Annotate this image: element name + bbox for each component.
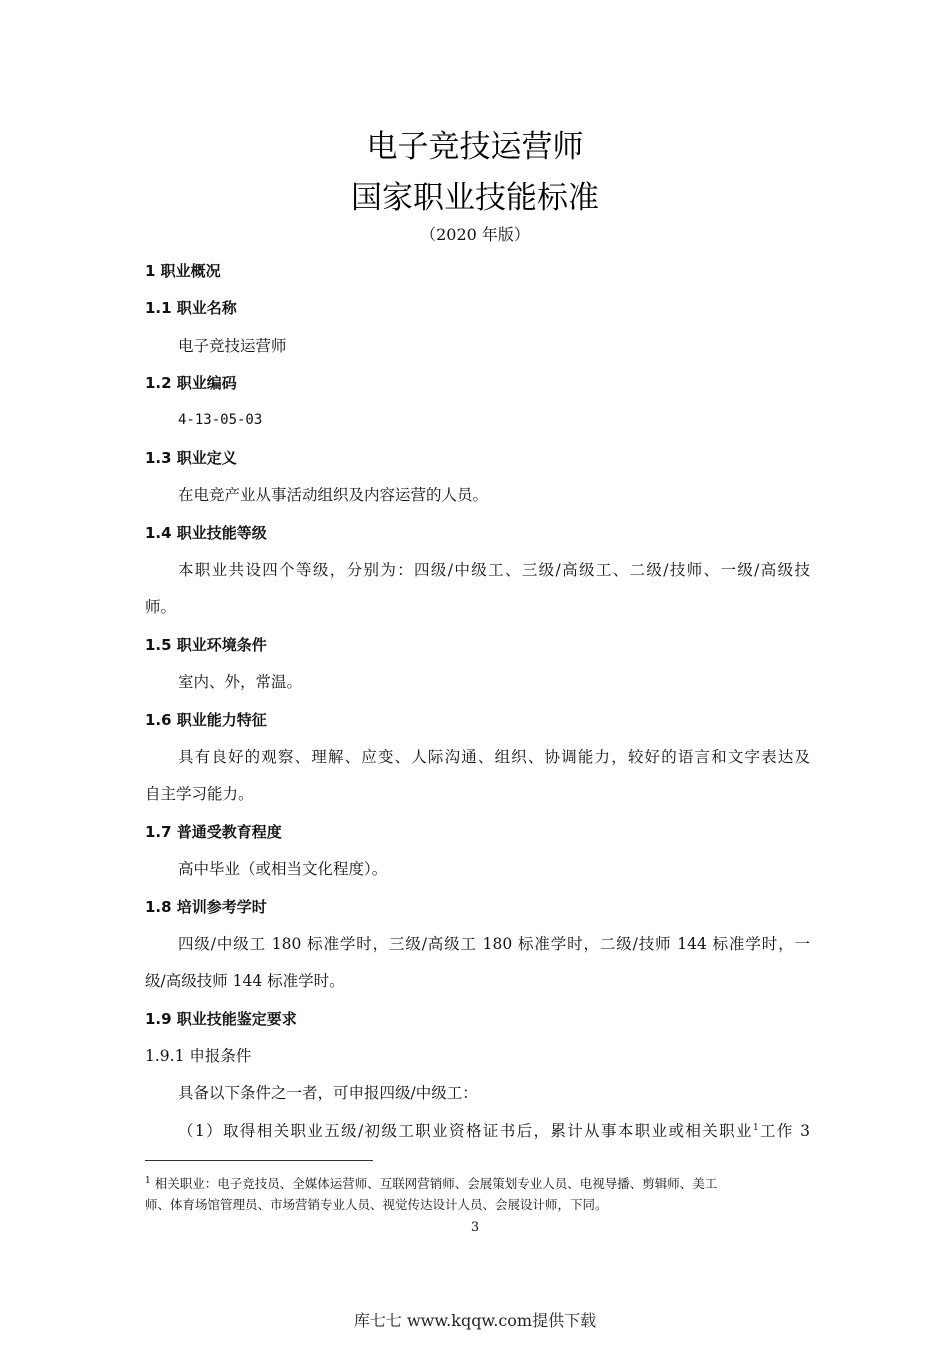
occupation-definition: 在电竞产业从事活动组织及内容运营的人员。 bbox=[178, 486, 489, 504]
skill-levels-text-line-2: 师。 bbox=[145, 598, 177, 616]
ability-text-line-2: 自主学习能力。 bbox=[145, 785, 254, 803]
occupation-name: 电子竞技运营师 bbox=[178, 337, 287, 355]
ability-text-line-1: 具有良好的观察、理解、应变、人际沟通、组织、协调能力，较好的语言和文字表达及 bbox=[178, 748, 810, 766]
training-hours-line-2: 级/高级技师 144 标准学时。 bbox=[145, 972, 345, 990]
section-heading-1-9-1: 1.9.1 申报条件 bbox=[145, 1047, 252, 1065]
section-heading-1-4: 1.4 职业技能等级 bbox=[145, 524, 267, 542]
education-text: 高中毕业（或相当文化程度）。 bbox=[178, 860, 388, 878]
section-heading-1-3: 1.3 职业定义 bbox=[145, 449, 237, 467]
footnote-line-2: 师、体育场馆管理员、市场营销专业人员、视觉传达设计人员、会展设计师，下同。 bbox=[145, 1197, 608, 1212]
occupation-code: 4-13-05-03 bbox=[178, 412, 263, 428]
section-heading-1-1: 1.1 职业名称 bbox=[145, 299, 237, 317]
download-footer: 库七七 www.kqqw.com提供下载 bbox=[353, 1311, 597, 1330]
section-heading-1-2: 1.2 职业编码 bbox=[145, 374, 237, 392]
document-title: 电子竞技运营师 bbox=[366, 129, 584, 165]
condition-item-1 bbox=[178, 1121, 810, 1141]
section-heading-1: 1 职业概况 bbox=[145, 262, 221, 280]
section-heading-1-8: 1.8 培训参考学时 bbox=[145, 898, 267, 916]
edition-label: （2020 年版） bbox=[420, 225, 530, 244]
section-heading-1-9: 1.9 职业技能鉴定要求 bbox=[145, 1010, 297, 1028]
section-heading-1-6: 1.6 职业能力特征 bbox=[145, 711, 267, 729]
section-heading-1-7: 1.7 普通受教育程度 bbox=[145, 823, 282, 841]
application-conditions-intro: 具备以下条件之一者，可申报四级/中级工： bbox=[178, 1084, 478, 1102]
footnote-line-1 bbox=[145, 1175, 810, 1193]
skill-levels-text-line-1: 本职业共设四个等级，分别为：四级/中级工、三级/高级工、二级/技师、一级/高级技 bbox=[178, 561, 810, 579]
page-number: 3 bbox=[470, 1220, 480, 1235]
environment-text: 室内、外，常温。 bbox=[178, 673, 303, 691]
footnote-reference[interactable]: 1 bbox=[752, 1122, 759, 1133]
training-hours-line-1: 四级/中级工 180 标准学时，三级/高级工 180 标准学时，二级/技师 144 标准学时，一 bbox=[178, 935, 810, 953]
section-heading-1-5: 1.5 职业环境条件 bbox=[145, 636, 267, 654]
condition-item-1-text: （1）取得相关职业五级/初级工职业资格证书后，累计从事本职业或相关职业 bbox=[178, 1122, 753, 1140]
footnote-marker: 1 bbox=[145, 1175, 151, 1186]
footnote-text-1: 相关职业：电子竞技员、全媒体运营师、互联网营销师、会展策划专业人员、电视导播、剪辑师、美工 bbox=[150, 1176, 718, 1191]
document-subtitle: 国家职业技能标准 bbox=[351, 180, 599, 216]
footnote-divider bbox=[145, 1160, 373, 1161]
condition-item-1-tail: 工作 3 bbox=[758, 1122, 810, 1140]
